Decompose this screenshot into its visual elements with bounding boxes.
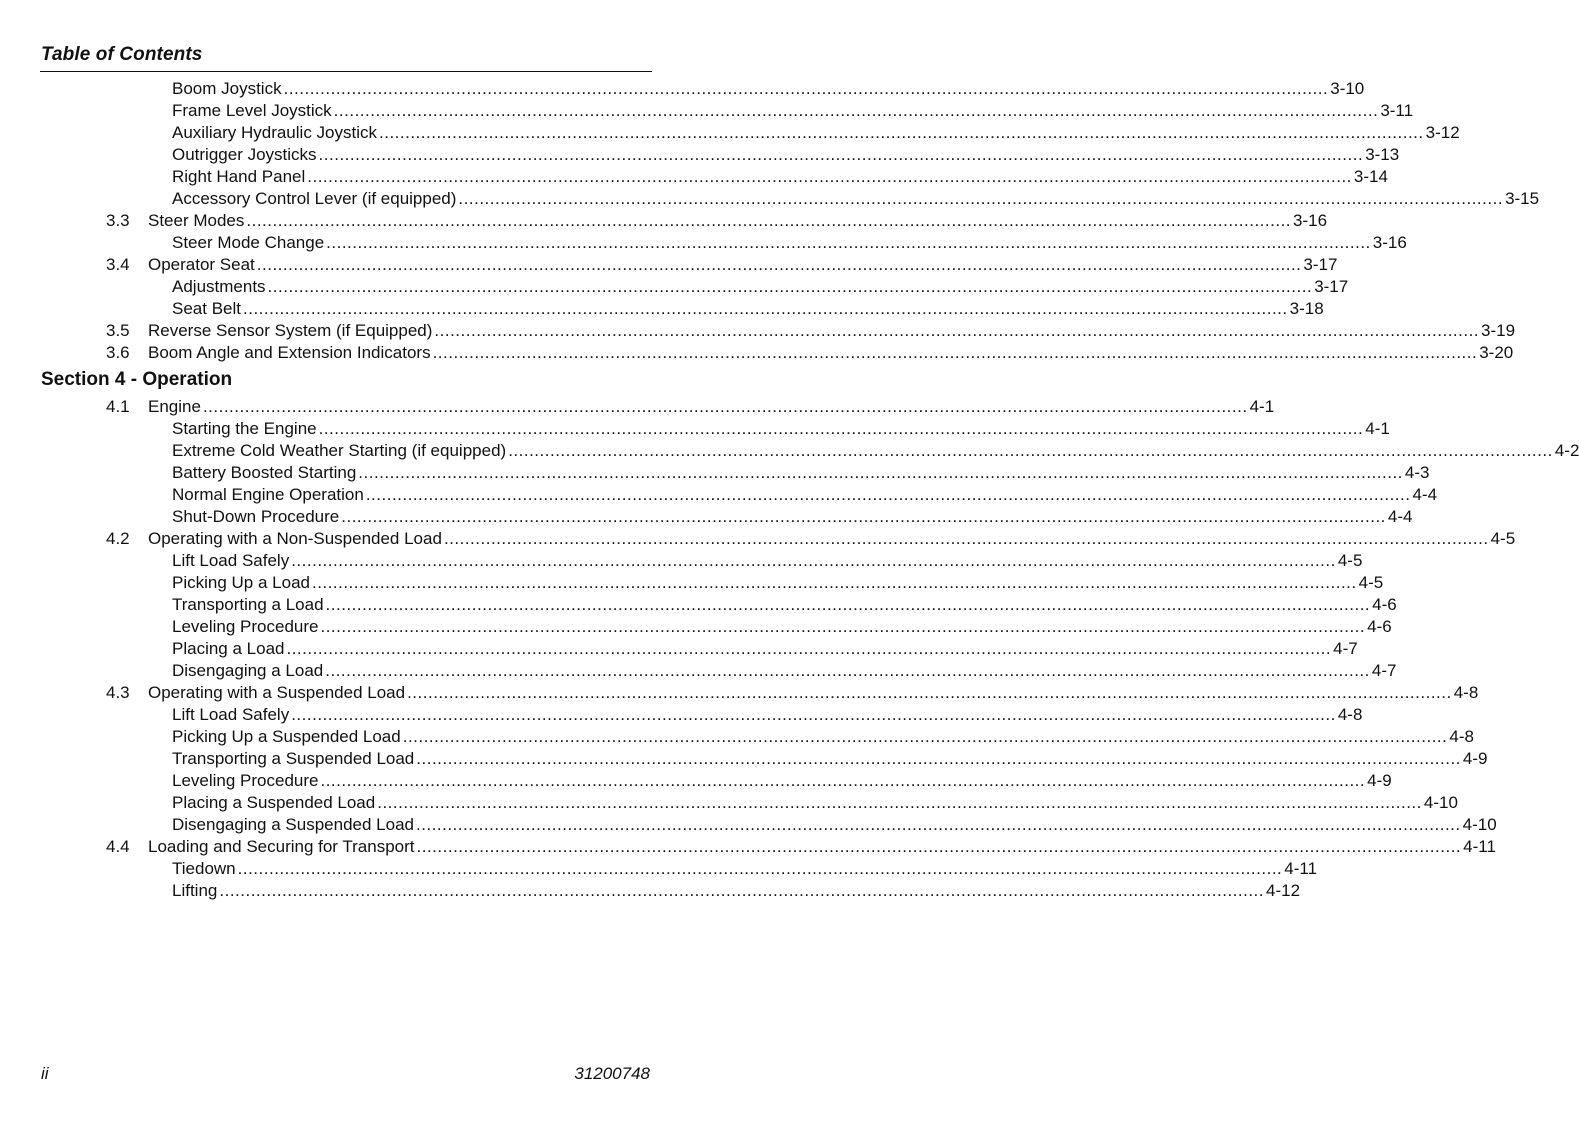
toc-entry	[0, 166, 1388, 188]
toc-entry-page: 4-2	[1554, 441, 1579, 460]
toc-entry	[0, 418, 1390, 440]
toc-entry-label: Picking Up a Suspended Load	[172, 727, 401, 746]
toc-entry-page: 4-9	[1367, 771, 1392, 790]
toc-entry-line	[172, 858, 1318, 880]
dot-leader: ........................................................................................................................................................................................................	[432, 343, 1478, 362]
toc-entry-page: 3-17	[1314, 277, 1349, 296]
toc-entry-page: 4-1	[1249, 397, 1275, 416]
toc-entry-line	[172, 276, 1349, 298]
toc-entry	[0, 748, 1488, 770]
toc-entry-line	[172, 594, 1397, 616]
toc-entry-line	[148, 342, 1514, 364]
toc-entry-page: 4-8	[1337, 705, 1363, 724]
toc-entry-line	[172, 660, 1397, 682]
toc-entry-line	[172, 232, 1407, 254]
dot-leader: ........................................................................................................................................................................................................	[325, 595, 1371, 614]
toc-entry-number: 3.6	[106, 343, 130, 362]
dot-leader: ........................................................................................................................................................................................................	[246, 211, 1292, 230]
toc-entry-label: Loading and Securing for Transport	[148, 837, 415, 856]
toc-entry-page: 4-7	[1333, 639, 1358, 658]
toc-entry-line	[148, 254, 1338, 276]
dot-leader: ........................................................................................................................................................................................................	[402, 727, 1448, 746]
toc-entry-page: 3-14	[1353, 167, 1388, 186]
toc-entry-page: 4-10	[1462, 815, 1497, 834]
toc-section-heading	[0, 364, 725, 396]
toc-entry-label: Operating with a Non-Suspended Load	[148, 529, 442, 548]
toc-entry-line	[172, 78, 1365, 100]
dot-leader: ........................................................................................................................................................................................................	[458, 189, 1504, 208]
toc-entry-page: 4-12	[1266, 881, 1301, 900]
toc-entry-page: 3-19	[1481, 321, 1516, 340]
toc-entry-label: Disengaging a Load	[172, 661, 324, 680]
toc-entry-line	[172, 462, 1430, 484]
toc-entry-label: Right Hand Panel	[172, 167, 306, 186]
toc-entry-label: Steer Mode Change	[172, 233, 325, 252]
toc-entry-label: Frame Level Joystick	[172, 101, 332, 120]
toc-entry-label: Steer Modes	[148, 211, 245, 230]
dot-leader: ........................................................................................................................................................................................................	[320, 617, 1366, 636]
toc-entry-label: Reverse Sensor System (if Equipped)	[148, 321, 433, 340]
toc-entry-label: Placing a Load	[172, 639, 285, 658]
dot-leader: ........................................................................................................................................................................................................	[434, 321, 1480, 340]
toc-entry-label: Disengaging a Suspended Load	[172, 815, 414, 834]
toc-entry-page: 3-16	[1293, 211, 1328, 230]
toc-entry	[0, 484, 1438, 506]
dot-leader: ........................................................................................................................................................................................................	[407, 683, 1452, 702]
toc-entry-line	[172, 166, 1388, 188]
toc-entry-page: 3-15	[1505, 189, 1540, 208]
toc-entry	[0, 858, 1318, 880]
toc-entry-number: 3.3	[106, 211, 130, 230]
toc-entry-line	[172, 144, 1400, 166]
dot-leader: ........................................................................................................................................................................................................	[341, 507, 1386, 526]
toc-entry-label: Picking Up a Load	[172, 573, 310, 592]
toc-entry	[0, 528, 1516, 550]
dot-leader: ........................................................................................................................................................................................................	[333, 101, 1379, 120]
toc-entry-line	[172, 506, 1413, 528]
toc-entry-page: 3-10	[1330, 79, 1365, 98]
toc-entry-page: 4-4	[1412, 485, 1438, 504]
toc-entry-page: 4-3	[1404, 463, 1430, 482]
toc-entry-page: 4-6	[1367, 617, 1392, 636]
toc-entry-line	[148, 528, 1516, 550]
toc-entry-label: Shut-Down Procedure	[172, 507, 340, 526]
toc-entry	[0, 550, 1363, 572]
toc-entry-page: 4-6	[1372, 595, 1397, 614]
toc-entry	[0, 682, 1479, 704]
toc-entry-label: Lifting	[172, 881, 218, 900]
toc-entry-label: Accessory Control Lever (if equipped)	[172, 189, 457, 208]
toc-entry-label: Starting the Engine	[172, 419, 317, 438]
toc-entry-page: 4-11	[1284, 859, 1318, 878]
toc-entry	[0, 276, 1349, 298]
toc-entry	[0, 210, 1328, 232]
toc-entry-label: Auxiliary Hydraulic Joystick	[172, 123, 377, 142]
toc-entry-page: 3-11	[1380, 101, 1414, 120]
toc-entry	[0, 836, 1496, 858]
dot-leader: ........................................................................................................................................................................................................	[416, 837, 1462, 856]
toc-entry	[0, 78, 1365, 100]
dot-leader: ........................................................................................................................................................................................................	[219, 881, 1265, 900]
toc-entry-label: Operator Seat	[148, 255, 255, 274]
toc-entry-line	[172, 188, 1540, 210]
toc-entry-label: Placing a Suspended Load	[172, 793, 376, 812]
toc-entry-label: Tiedown	[172, 859, 236, 878]
toc-entry	[0, 440, 1579, 462]
toc-entry-page: 3-12	[1425, 123, 1460, 142]
dot-leader: ........................................................................................................................................................................................................	[415, 815, 1461, 834]
toc-entry	[0, 572, 1384, 594]
toc-entry-line	[148, 320, 1516, 342]
dot-leader: ........................................................................................................................................................................................................	[286, 639, 1332, 658]
toc-entry-page: 4-4	[1387, 507, 1413, 526]
toc-entry-page: 3-20	[1479, 343, 1514, 362]
toc-entry	[0, 506, 1413, 528]
toc-entry-label: Extreme Cold Weather Starting (if equipped)	[172, 441, 507, 460]
toc-entry	[0, 232, 1407, 254]
dot-leader: ........................................................................................................................................................................................................	[377, 793, 1422, 812]
toc-entry	[0, 122, 1460, 144]
toc-entry-label: Leveling Procedure	[172, 771, 319, 790]
toc-entry-line	[172, 418, 1390, 440]
toc-entry	[0, 704, 1363, 726]
toc-entry-label: Normal Engine Operation	[172, 485, 364, 504]
toc-entry-label: Seat Belt	[172, 299, 241, 318]
toc-entry-line	[172, 792, 1458, 814]
toc-entry	[0, 342, 1514, 364]
toc-entry-label: Operating with a Suspended Load	[148, 683, 406, 702]
toc-entry-line	[172, 572, 1384, 594]
toc-entry-line	[172, 122, 1460, 144]
dot-leader: ........................................................................................................................................................................................................	[318, 419, 1364, 438]
toc-entry	[0, 462, 1430, 484]
toc-entry-line	[172, 484, 1438, 506]
table-of-contents	[0, 78, 1579, 902]
dot-leader: ........................................................................................................................................................................................................	[358, 463, 1403, 482]
toc-entry	[0, 298, 1324, 320]
toc-entry	[0, 880, 1301, 902]
page-title: Table of Contents	[41, 44, 203, 65]
toc-entry	[0, 320, 1516, 342]
toc-entry	[0, 396, 1275, 418]
toc-entry-page: 4-5	[1358, 573, 1384, 592]
toc-entry-page: 3-17	[1303, 255, 1338, 274]
toc-entry-number: 3.5	[106, 321, 130, 340]
toc-entry-line	[172, 100, 1414, 122]
toc-entry-line	[172, 770, 1392, 792]
dot-leader: ........................................................................................................................................................................................................	[283, 79, 1329, 98]
toc-entry-label: Lift Load Safely	[172, 551, 290, 570]
toc-entry	[0, 770, 1392, 792]
toc-entry	[0, 188, 1540, 210]
header-rule	[40, 71, 652, 72]
dot-leader: ........................................................................................................................................................................................................	[311, 573, 1357, 592]
toc-entry	[0, 144, 1400, 166]
toc-entry-page: 4-11	[1463, 837, 1496, 856]
toc-entry-label: Boom Angle and Extension Indicators	[148, 343, 431, 362]
toc-entry-page: 4-5	[1490, 529, 1516, 548]
dot-leader: ........................................................................................................................................................................................................	[243, 299, 1288, 318]
dot-leader: ........................................................................................................................................................................................................	[508, 441, 1553, 460]
dot-leader: ........................................................................................................................................................................................................	[443, 529, 1489, 548]
toc-entry-line	[172, 814, 1497, 836]
toc-entry	[0, 726, 1474, 748]
dot-leader: ........................................................................................................................................................................................................	[267, 277, 1313, 296]
toc-entry-line	[148, 836, 1496, 858]
toc-entry-page: 4-1	[1365, 419, 1390, 438]
toc-entry-page: 4-10	[1423, 793, 1458, 812]
toc-entry-number: 4.3	[106, 683, 130, 702]
dot-leader: ........................................................................................................................................................................................................	[256, 255, 1302, 274]
toc-entry-page: 4-9	[1462, 749, 1488, 768]
toc-entry	[0, 254, 1338, 276]
toc-entry-line	[148, 682, 1479, 704]
toc-entry-line	[172, 440, 1579, 462]
toc-entry-label: Adjustments	[172, 277, 266, 296]
toc-entry-line	[172, 616, 1392, 638]
dot-leader: ........................................................................................................................................................................................................	[318, 145, 1364, 164]
toc-entry-page: 4-8	[1449, 727, 1474, 746]
dot-leader: ........................................................................................................................................................................................................	[307, 167, 1352, 186]
toc-entry-number: 4.4	[106, 837, 130, 856]
toc-entry-label: Transporting a Load	[172, 595, 324, 614]
toc-entry	[0, 814, 1497, 836]
toc-entry-label: Lift Load Safely	[172, 705, 290, 724]
toc-entry-page: 4-7	[1371, 661, 1397, 680]
toc-entry-page: 4-8	[1453, 683, 1479, 702]
toc-entry-line	[172, 704, 1363, 726]
toc-entry-page: 3-18	[1289, 299, 1324, 318]
footer-page-label: ii	[41, 1064, 49, 1083]
toc-entry	[0, 616, 1392, 638]
dot-leader: ........................................................................................................................................................................................................	[416, 749, 1461, 768]
toc-entry-line	[172, 748, 1488, 770]
toc-entry-number: 4.1	[106, 397, 130, 416]
toc-entry	[0, 638, 1358, 660]
footer-doc-number: 31200748	[574, 1064, 650, 1083]
toc-entry-label: Outrigger Joysticks	[172, 145, 317, 164]
toc-entry-line	[172, 550, 1363, 572]
toc-entry-page: 3-13	[1365, 145, 1400, 164]
dot-leader: ........................................................................................................................................................................................................	[326, 233, 1371, 252]
toc-entry-line	[172, 298, 1324, 320]
toc-entry	[0, 594, 1397, 616]
toc-entry	[0, 100, 1414, 122]
toc-entry-line	[172, 638, 1358, 660]
toc-entry-line	[172, 880, 1301, 902]
toc-entry-page: 4-5	[1337, 551, 1363, 570]
toc-entry-label: Battery Boosted Starting	[172, 463, 357, 482]
toc-entry-label: Boom Joystick	[172, 79, 282, 98]
dot-leader: ........................................................................................................................................................................................................	[379, 123, 1424, 142]
toc-entry-number: 3.4	[106, 255, 130, 274]
dot-leader: ........................................................................................................................................................................................................	[237, 859, 1283, 878]
toc-entry-line	[172, 726, 1474, 748]
toc-entry-label: Leveling Procedure	[172, 617, 319, 636]
dot-leader: ........................................................................................................................................................................................................	[291, 705, 1336, 724]
toc-entry	[0, 792, 1458, 814]
toc-entry-line	[148, 396, 1275, 418]
toc-entry-label: Transporting a Suspended Load	[172, 749, 415, 768]
section-title: Section 4 - Operation	[41, 369, 233, 390]
dot-leader: ........................................................................................................................................................................................................	[202, 397, 1248, 416]
toc-entry-page: 3-16	[1372, 233, 1407, 252]
toc-entry-label: Engine	[148, 397, 201, 416]
toc-entry-number: 4.2	[106, 529, 130, 548]
dot-leader: ........................................................................................................................................................................................................	[365, 485, 1411, 504]
dot-leader: ........................................................................................................................................................................................................	[320, 771, 1366, 790]
toc-entry	[0, 660, 1397, 682]
toc-entry-line	[148, 210, 1328, 232]
dot-leader: ........................................................................................................................................................................................................	[325, 661, 1370, 680]
dot-leader: ........................................................................................................................................................................................................	[291, 551, 1336, 570]
